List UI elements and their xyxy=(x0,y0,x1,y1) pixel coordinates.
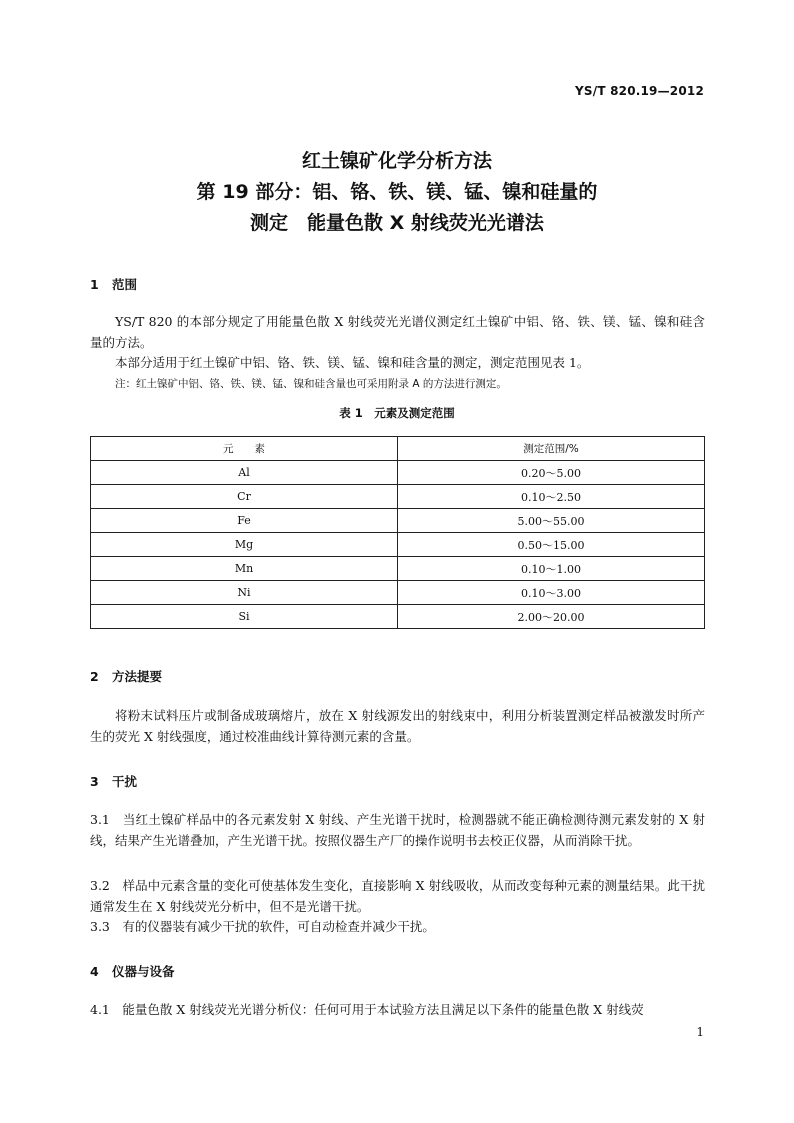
element-cell: Cr xyxy=(91,485,398,509)
clause-number: 3.1 xyxy=(90,812,110,827)
clause-3-3 xyxy=(90,917,705,938)
section-number: 4 xyxy=(90,964,99,979)
title-line-1: 红土镍矿化学分析方法 xyxy=(301,150,492,172)
range-cell: 0.10～2.50 xyxy=(398,485,705,509)
document-title xyxy=(0,146,794,239)
column-header-element: 元 素 xyxy=(91,437,398,461)
clause-number: 3.3 xyxy=(90,919,110,934)
range-cell: 0.20～5.00 xyxy=(398,461,705,485)
section-number: 1 xyxy=(90,277,99,292)
clause-text: 当红土镍矿样品中的各元素发射 X 射线、产生光谱干扰时，检测器就不能正确检测待测元素发射的 X 射线，结果产生光谱叠加，产生光谱干扰。按照仪器生产厂的操作说明书去校正仪器，从而消除干扰。 xyxy=(90,812,705,848)
clause-number: 3.2 xyxy=(90,878,110,893)
element-cell: Si xyxy=(91,605,398,629)
element-cell: Al xyxy=(91,461,398,485)
standard-code: YS/T 820.19—2012 xyxy=(575,84,704,98)
element-cell: Mn xyxy=(91,557,398,581)
clause-text: 样品中元素含量的变化可使基体发生变化，直接影响 X 射线吸收，从而改变每种元素的测量结果。此干扰通常发生在 X 射线荧光分析中，但不是光谱干扰。 xyxy=(90,878,705,914)
table-row xyxy=(91,533,705,557)
column-header-range: 测定范围/% xyxy=(398,437,705,461)
range-cell: 0.10～3.00 xyxy=(398,581,705,605)
range-cell: 0.50～15.00 xyxy=(398,533,705,557)
table-row xyxy=(91,557,705,581)
table-row xyxy=(91,485,705,509)
title-line-3: 测定 能量色散 X 射线荧光光谱法 xyxy=(250,212,544,234)
section-title: 干扰 xyxy=(112,774,138,789)
section-number: 2 xyxy=(90,669,99,684)
section-3-heading xyxy=(90,772,137,790)
element-cell: Ni xyxy=(91,581,398,605)
section-4-heading xyxy=(90,962,175,980)
table-row xyxy=(91,509,705,533)
table-1-caption: 表 1 元素及测定范围 xyxy=(339,406,455,420)
section-1-paragraph-1: YS/T 820 的本部分规定了用能量色散 X 射线荧光光谱仪测定红土镍矿中铝、铬、铁、镁、锰、镍和硅含量的方法。 xyxy=(90,314,705,350)
range-cell: 0.10～1.00 xyxy=(398,557,705,581)
range-cell: 5.00～55.00 xyxy=(398,509,705,533)
table-row xyxy=(91,461,705,485)
clause-text: 能量色散 X 射线荧光光谱分析仪：任何可用于本试验方法且满足以下条件的能量色散 X 射线荧 xyxy=(122,1002,644,1017)
section-number: 3 xyxy=(90,774,99,789)
section-1-heading xyxy=(90,275,137,293)
clause-3-2 xyxy=(90,876,705,917)
table-row xyxy=(91,605,705,629)
section-1-note: 注：红土镍矿中铝、铬、铁、镁、锰、镍和硅含量也可采用附录 A 的方法进行测定。 xyxy=(115,378,507,390)
element-cell: Fe xyxy=(91,509,398,533)
section-title: 仪器与设备 xyxy=(112,964,175,979)
section-1-paragraph-2: 本部分适用于红土镍矿中铝、铬、铁、镁、锰、镍和硅含量的测定，测定范围见表 1。 xyxy=(115,355,590,370)
title-line-2: 第 19 部分：铝、铬、铁、镁、锰、镍和硅量的 xyxy=(196,181,598,203)
clause-text: 有的仪器装有减少干扰的软件，可自动检查并减少干扰。 xyxy=(122,919,435,934)
clause-number: 4.1 xyxy=(90,1002,110,1017)
table-1 xyxy=(90,436,705,629)
section-2-heading xyxy=(90,667,162,685)
section-title: 方法提要 xyxy=(112,669,163,684)
table-row xyxy=(91,581,705,605)
table-header-row xyxy=(91,437,705,461)
page-number: 1 xyxy=(696,1025,704,1039)
section-2-paragraph: 将粉末试料压片或制备成玻璃熔片，放在 X 射线源发出的射线束中，利用分析装置测定样品被激发时所产生的荧光 X 射线强度，通过校准曲线计算待测元素的含量。 xyxy=(90,708,705,744)
element-cell: Mg xyxy=(91,533,398,557)
range-cell: 2.00～20.00 xyxy=(398,605,705,629)
clause-3-1 xyxy=(90,810,705,851)
section-title: 范围 xyxy=(112,277,138,292)
clause-4-1 xyxy=(90,1000,705,1021)
